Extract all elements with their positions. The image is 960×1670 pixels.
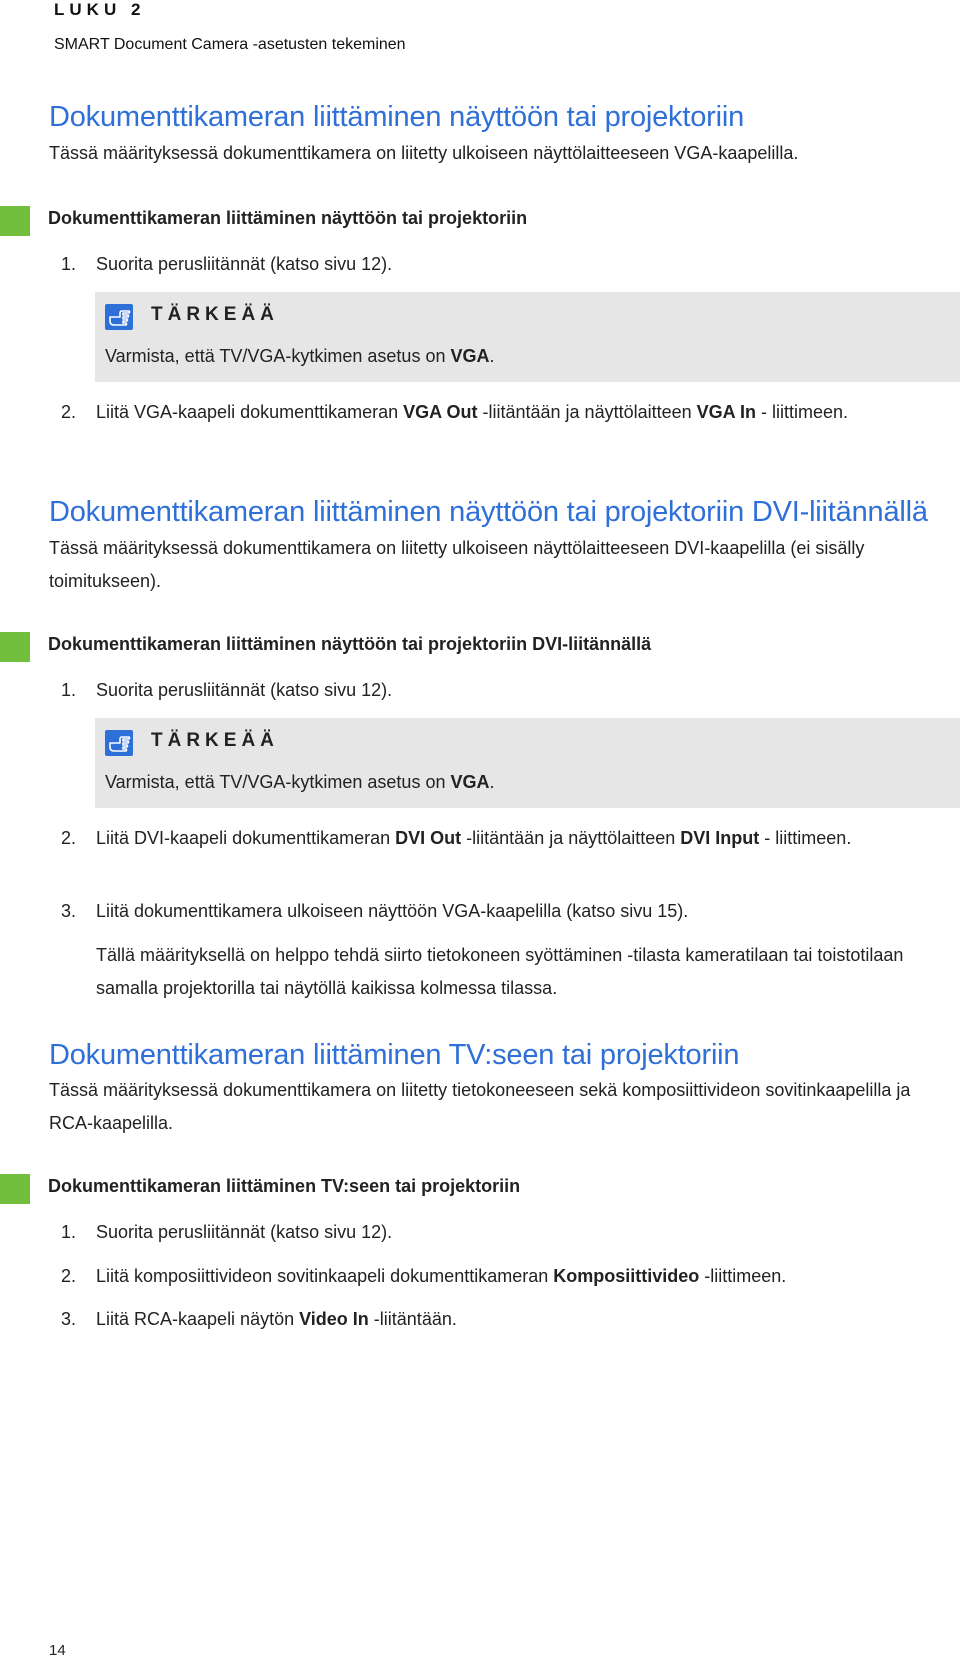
step-number: 1. <box>61 680 77 700</box>
note-label: TÄRKEÄÄ <box>151 730 279 751</box>
step-text-part: Liitä VGA-kaapeli dokumenttikameran <box>96 402 404 422</box>
step-text <box>96 822 896 854</box>
note-label: TÄRKEÄÄ <box>151 304 279 325</box>
section-heading-tv: Dokumenttikameran liittäminen TV:seen tai projektoriin <box>49 1039 740 1071</box>
procedure-tv <box>0 1174 940 1204</box>
step-number: 1. <box>61 1222 77 1242</box>
port-name: Video In <box>299 1309 369 1329</box>
section-intro-tv: Tässä määrityksessä dokumenttikamera on liitetty tietokoneeseen sekä komposiittivideon sovitinkaapelilla ja RCA-kaapelilla. <box>49 1080 911 1133</box>
step-number: 2. <box>61 828 77 848</box>
pointing-hand-icon <box>105 304 133 330</box>
note-text-part: Varmista, että TV/VGA-kytkimen asetus on <box>105 346 451 366</box>
port-name: VGA In <box>696 402 756 422</box>
note-text-part: Varmista, että TV/VGA-kytkimen asetus on <box>105 772 451 792</box>
step-number: 2. <box>61 402 77 422</box>
step-number: 2. <box>61 1266 77 1286</box>
note-text <box>105 772 495 793</box>
step-text: Suorita perusliitännät (katso sivu 12). <box>96 1222 393 1242</box>
procedure-title: Dokumenttikameran liittäminen näyttöön tai projektoriin DVI-liitännällä <box>48 634 652 654</box>
port-name: DVI Input <box>680 828 760 848</box>
step-text <box>96 1260 896 1292</box>
step-text-part: Liitä DVI-kaapeli dokumenttikameran <box>96 828 396 848</box>
port-name: DVI Out <box>395 828 462 848</box>
note-text-bold: VGA <box>450 346 490 366</box>
step-text <box>96 1303 896 1335</box>
step-text-part: -liittimeen. <box>699 1266 787 1286</box>
section-intro-dvi: Tässä määrityksessä dokumenttikamera on liitetty ulkoiseen näyttölaitteeseen DVI-kaapelilla (ei sisälly toimitukseen). <box>49 538 865 591</box>
step-number: 3. <box>61 1309 77 1329</box>
step-text-part: Liitä komposiittivideon sovitinkaapeli dokumenttikameran <box>96 1266 554 1286</box>
pointing-hand-icon <box>105 730 133 756</box>
step-text-part: -liitäntään. <box>368 1309 457 1329</box>
note-text-bold: VGA <box>450 772 490 792</box>
section-intro-vga: Tässä määrityksessä dokumenttikamera on liitetty ulkoiseen näyttölaitteeseen VGA-kaapelilla. <box>49 143 799 163</box>
port-name: Komposiittivideo <box>553 1266 700 1286</box>
chapter-title: SMART Document Camera -asetusten tekeminen <box>54 36 406 53</box>
green-square-icon <box>0 1174 30 1204</box>
step-number: 1. <box>61 254 77 274</box>
section-heading-dvi: Dokumenttikameran liittäminen näyttöön tai projektoriin DVI-liitännällä <box>49 496 928 528</box>
step-text-part: - liittimeen. <box>759 828 852 848</box>
step-paragraph: Tällä määrityksellä on helppo tehdä siirto tietokoneen syöttäminen -tilasta kameratilaan tai toistotilaan samalla projektorilla tai näytöllä kaikissa kolmessa tilassa. <box>96 945 904 998</box>
step-text-part: -liitäntään ja näyttölaitteen <box>461 828 681 848</box>
note-text-part: . <box>489 772 495 792</box>
step-text: Suorita perusliitännät (katso sivu 12). <box>96 680 393 700</box>
section-heading-vga: Dokumenttikameran liittäminen näyttöön tai projektoriin <box>49 101 745 133</box>
procedure-title: Dokumenttikameran liittäminen näyttöön tai projektoriin <box>48 208 528 228</box>
step-text-part: Liitä RCA-kaapeli näytön <box>96 1309 300 1329</box>
step-text-part: - liittimeen. <box>755 402 849 422</box>
page-number: 14 <box>49 1642 66 1659</box>
port-name: VGA Out <box>403 402 478 422</box>
step-number: 3. <box>61 901 77 921</box>
note-text-part: . <box>489 346 495 366</box>
step-text-part: -liitäntään ja näyttölaitteen <box>477 402 697 422</box>
chapter-label: LUKU 2 <box>54 0 146 19</box>
green-square-icon <box>0 206 30 236</box>
procedure-title: Dokumenttikameran liittäminen TV:seen tai projektoriin <box>48 1176 521 1196</box>
step-text: Suorita perusliitännät (katso sivu 12). <box>96 254 393 274</box>
note-text <box>105 346 495 367</box>
procedure-vga <box>0 206 940 236</box>
important-note <box>95 292 960 382</box>
procedure-dvi <box>0 632 940 662</box>
important-note <box>95 718 960 808</box>
step-text <box>96 396 896 428</box>
step-text: Liitä dokumenttikamera ulkoiseen näyttöön VGA-kaapelilla (katso sivu 15). <box>96 901 689 921</box>
green-square-icon <box>0 632 30 662</box>
